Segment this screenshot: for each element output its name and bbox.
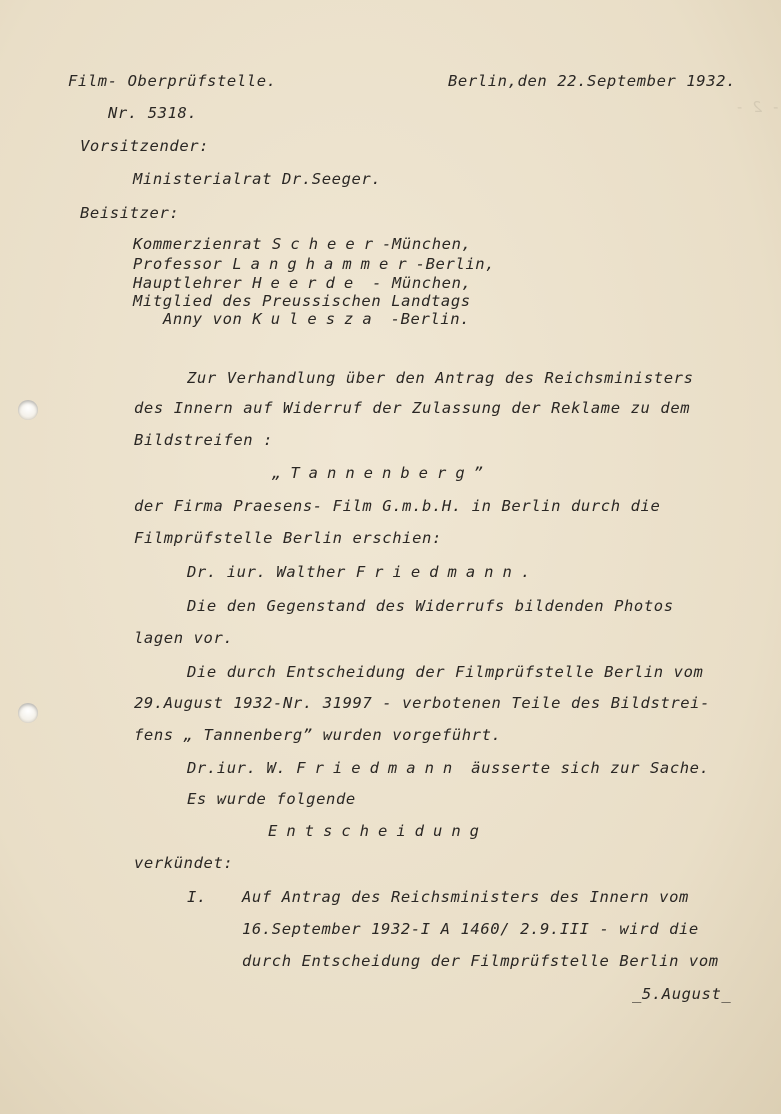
body-text: 29.August 1932-Nr. 31997 - verbotenen Teile des Bildstrei- [134,694,711,712]
item-number: I. [187,888,207,906]
body-text: Filmprüfstelle Berlin erschien: [134,529,442,547]
body-text: fens „ Tannenberg” wurden vorgeführt. [134,726,502,744]
continuation-marker: _5.August_ [632,985,732,1003]
decision-heading: Entscheidung [268,822,488,840]
appeared-person: Dr. iur. Walther Friedmann. [187,563,531,581]
place-date: Berlin,den 22.September 1932. [448,72,737,90]
assessor-line: Hauptlehrer Heerde - München, [133,274,472,292]
body-text: durch Entscheidung der Filmprüfstelle Berlin vom [242,952,719,970]
bleed-through-text: - 2 - [734,98,780,116]
assessor-line: Mitglied des Preussischen Landtags [133,292,471,310]
body-text: Es wurde folgende [187,790,356,808]
body-text: Zur Verhandlung über den Antrag des Reichsministers [187,369,694,387]
office-name: Film- Oberprüfstelle. [68,72,277,90]
document-number: Nr. 5318. [108,104,198,122]
chair-label: Vorsitzender: [80,137,210,155]
body-text: Auf Antrag des Reichsministers des Innern vom [242,888,689,906]
body-text: der Firma Praesens- Film G.m.b.H. in Berlin durch die [134,497,661,515]
assessor-line: Professor Langhammer-Berlin, [133,255,496,273]
body-text: verkündet: [134,854,234,872]
statement-line: Dr.iur. W. Friedmann äusserte sich zur Sache. [187,759,710,777]
assessor-line: Kommerzienrat Scheer-München, [133,235,472,253]
punch-hole-top [18,400,38,420]
film-title: „Tannenberg” [272,464,492,482]
chair-name: Ministerialrat Dr.Seeger. [133,170,382,188]
assessors-label: Beisitzer: [80,204,180,222]
body-text: Bildstreifen : [134,431,274,449]
body-text: 16.September 1932-I A 1460/ 2.9.III - wird die [242,920,699,938]
body-text: Die durch Entscheidung der Filmprüfstelle Berlin vom [187,663,704,681]
body-text: des Innern auf Widerruf der Zulassung der Reklame zu dem [134,399,691,417]
punch-hole-bottom [18,703,38,723]
assessor-line: Anny von Kulesza -Berlin. [163,310,471,328]
body-text: lagen vor. [134,629,234,647]
body-text: Die den Gegenstand des Widerrufs bildenden Photos [187,597,674,615]
